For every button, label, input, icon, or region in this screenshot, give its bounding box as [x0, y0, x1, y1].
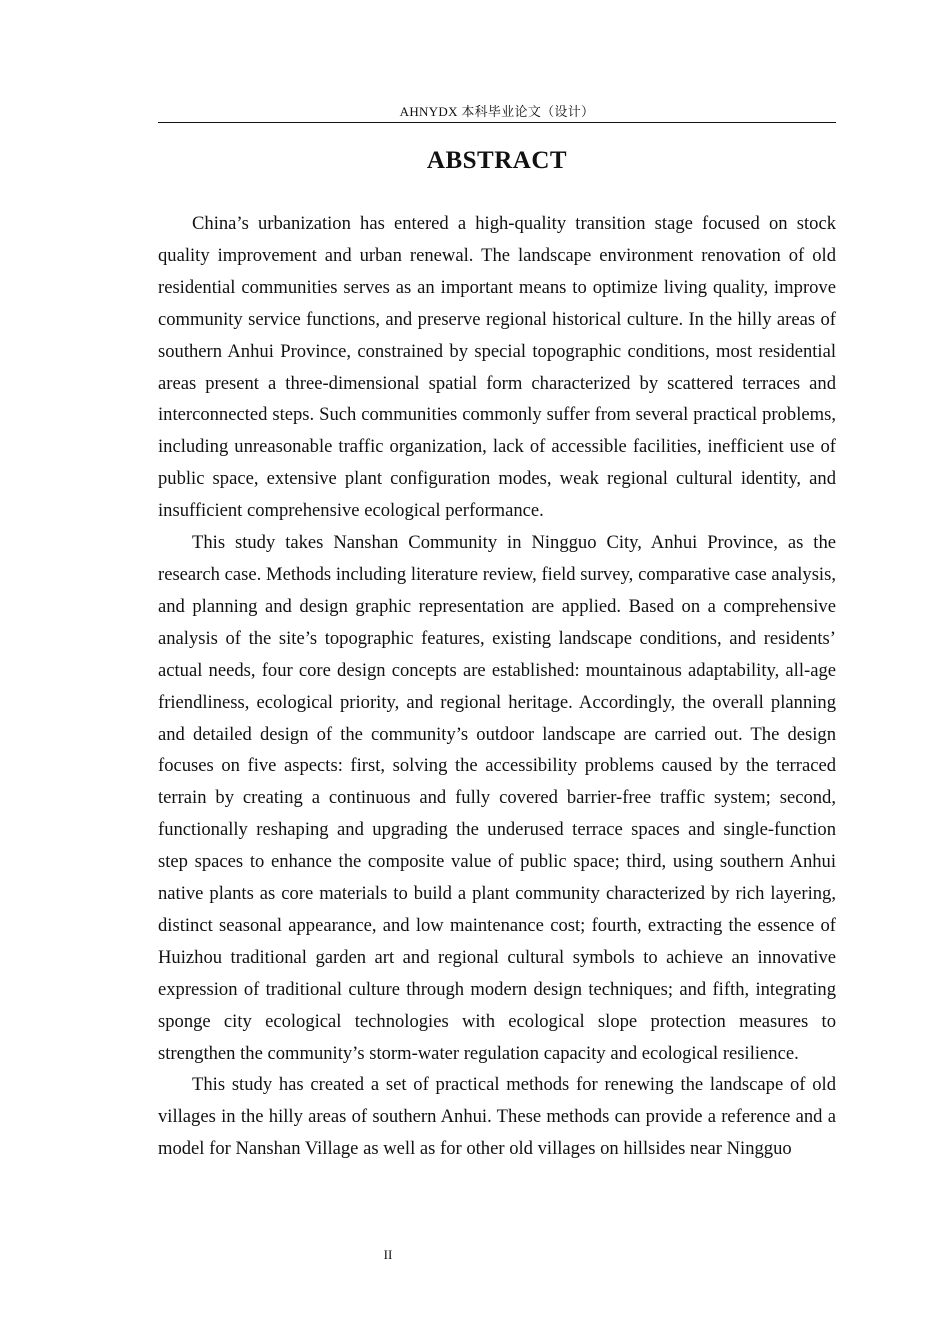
- abstract-paragraph-3: This study has created a set of practical methods for renewing the landscape of old villages in the hilly areas of southern Anhui. These methods can provide a reference and a model for Nanshan Village as well as for other old villages on hillsides near Ningguo: [158, 1074, 836, 1160]
- abstract-body: [158, 208, 836, 1165]
- abstract-paragraph-2: This study takes Nanshan Community in Ningguo City, Anhui Province, as the research case. Methods including literature review, field survey, comparative case analysis, and planning and design graphic representation are applied. Based on a comprehensive analysis of the site’s topographic features, existing landscape conditions, and residents’ actual needs, four core design concepts are established: mountainous adaptability, all-age friendliness, ecological priority, and regional heritage. Accordingly, the overall planning and detailed design of the community’s outdoor landscape are carried out. The design focuses on five aspects: first, solving the accessibility problems caused by the terraced terrain by creating a continuous and fully covered barrier-free traffic system; second, functionally reshaping and upgrading the underused terrace spaces and single-function step spaces to enhance the composite value of public space; third, using southern Anhui native plants as core materials to build a plant community characterized by rich layering, distinct seasonal appearance, and low maintenance cost; fourth, extracting the essence of Huizhou traditional garden art and regional cultural symbols to achieve an innovative expression of traditional culture through modern design techniques; and fifth, integrating sponge city ecological technologies with ecological slope protection measures to strengthen the community’s storm-water regulation capacity and ecological resilience.: [158, 532, 836, 1064]
- running-header: AHNYDX 本科毕业论文（设计）: [399, 104, 595, 119]
- page-number: II: [383, 1247, 393, 1262]
- header-rule: [158, 122, 836, 123]
- abstract-title: ABSTRACT: [426, 147, 568, 174]
- abstract-paragraph-1: China’s urbanization has entered a high-quality transition stage focused on stock quality improvement and urban renewal. The landscape environment renovation of old residential communities serves as an important means to optimize living quality, improve community service functions, and preserve regional historical culture. In the hilly areas of southern Anhui Province, constrained by special topographic conditions, most residential areas present a three-dimensional spatial form characterized by scattered terraces and interconnected steps. Such communities commonly suffer from several practical problems, including unreasonable traffic organization, lack of accessible facilities, inefficient use of public space, extensive plant configuration modes, weak regional cultural identity, and insufficient comprehensive ecological performance.: [158, 213, 836, 522]
